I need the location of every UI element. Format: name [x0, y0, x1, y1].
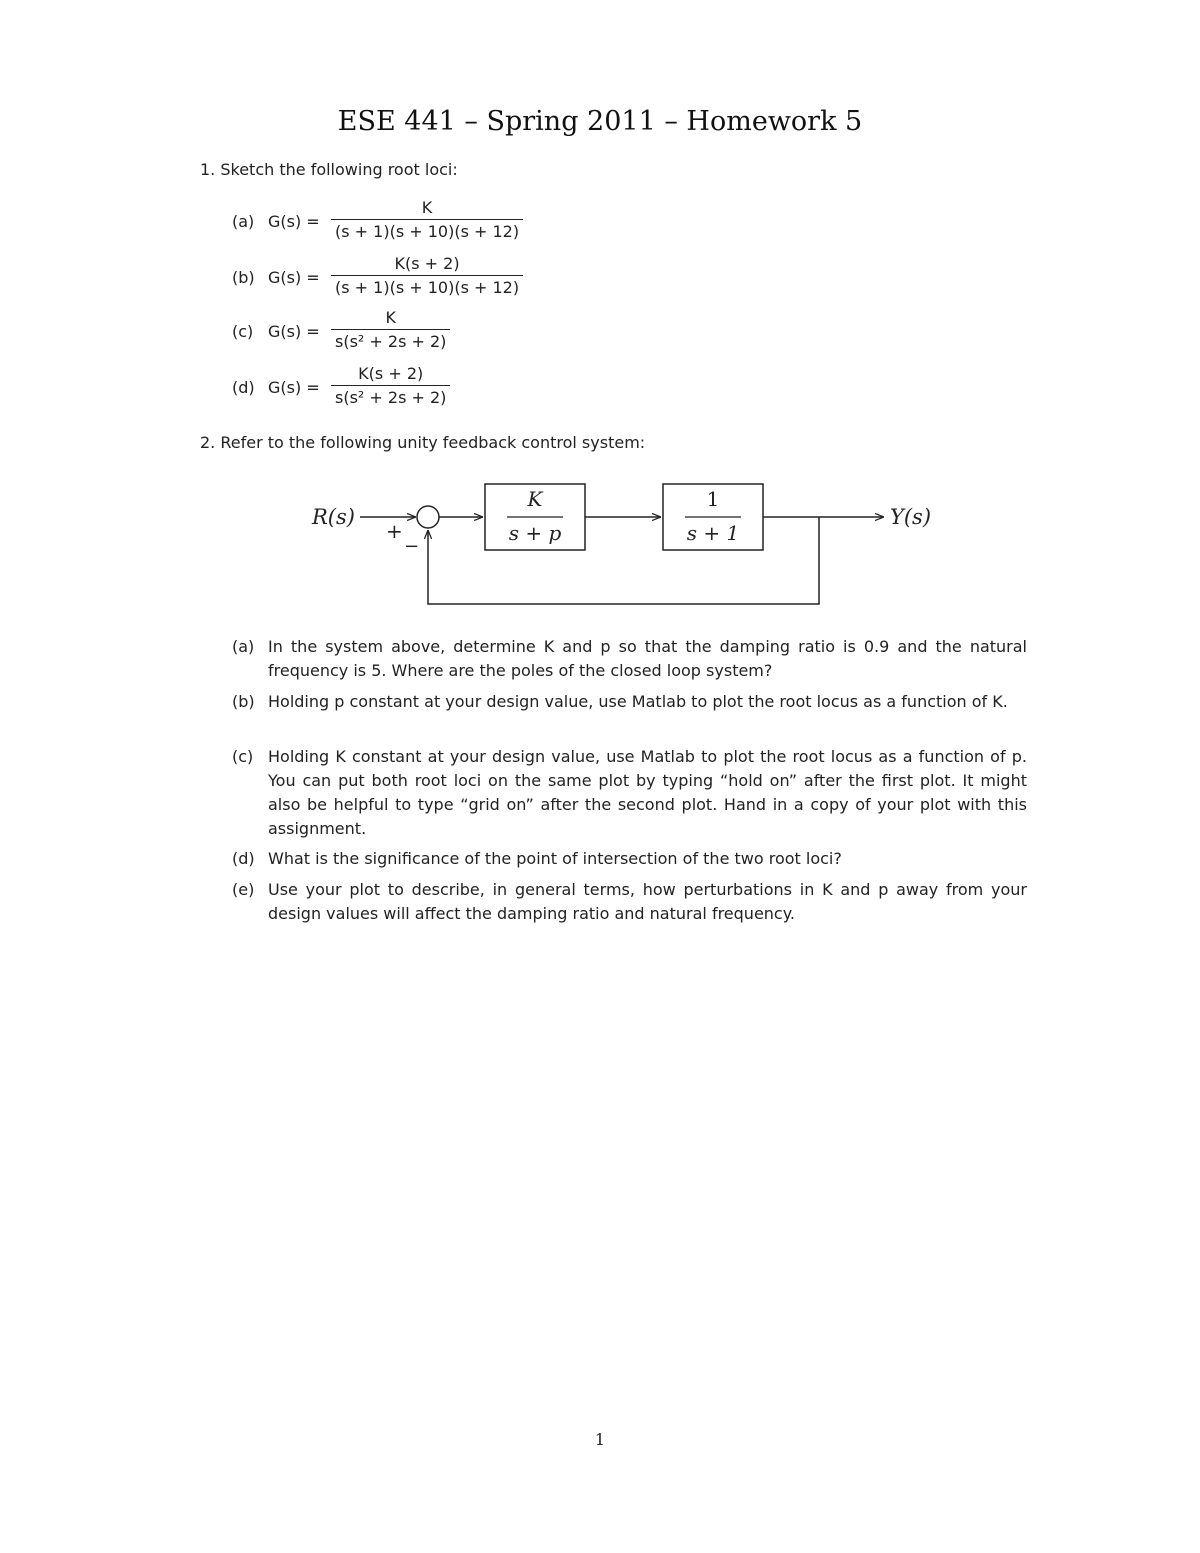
q2-part-d	[232, 847, 1027, 871]
q1-part-c-numerator: K	[385, 308, 396, 327]
block-1-numerator: K	[527, 487, 543, 511]
q2-part-a-text: In the system above, determine K and p so that the damping ratio is 0.9 and the natural frequency is 5. Where are the poles of the closed loop system?	[268, 637, 1027, 680]
q2-part-e	[232, 878, 1027, 926]
document-title: ESE 441 – Spring 2011 – Homework 5	[337, 106, 863, 137]
summing-junction	[417, 506, 439, 528]
q1-part-c-denominator: s(s² + 2s + 2)	[331, 329, 450, 351]
q1-part-b-tag: (b)	[232, 268, 255, 287]
q2-part-b-tag: (b)	[232, 692, 255, 711]
block-1-denominator: s + p	[508, 521, 562, 545]
minus-sign: −	[404, 536, 420, 557]
q1-part-c-tag: (c)	[232, 322, 254, 341]
q1-part-d-numerator: K(s + 2)	[358, 364, 424, 383]
q1-part-a-lhs: G(s) =	[268, 212, 320, 231]
question-2-label: 2. Refer to the following unity feedback control system:	[200, 433, 646, 452]
q1-part-d-lhs: G(s) =	[268, 378, 320, 397]
q2-part-d-text: What is the significance of the point of intersection of the two root loci?	[268, 849, 842, 868]
q1-part-c-lhs: G(s) =	[268, 322, 320, 341]
q2-part-c	[232, 745, 1027, 841]
plus-sign: +	[386, 519, 403, 543]
q2-part-b	[232, 690, 1027, 714]
q2-part-a-tag: (a)	[232, 637, 255, 656]
q2-part-c-tag: (c)	[232, 747, 254, 766]
feedback-path-arrow	[428, 517, 819, 604]
q1-part-b-lhs: G(s) =	[268, 268, 320, 287]
q1-part-b-numerator: K(s + 2)	[394, 254, 460, 273]
q2-part-c-text: Holding K constant at your design value, use Matlab to plot the root locus as a function of p. You can put both root loci on the same plot by typing “hold on” after the first plot. It might also be helpful to type “grid on” after the second plot. Hand in a copy of your plot with this assignment.	[268, 747, 1027, 838]
feedback-block-diagram	[0, 0, 1200, 620]
q2-part-b-text: Holding p constant at your design value, use Matlab to plot the root locus as a function of K.	[268, 692, 1008, 711]
q2-part-d-tag: (d)	[232, 849, 255, 868]
diagram-output-label: Y(s)	[890, 505, 932, 529]
q2-part-e-tag: (e)	[232, 880, 255, 899]
q1-part-d-denominator: s(s² + 2s + 2)	[331, 385, 450, 407]
q1-part-b-denominator: (s + 1)(s + 10)(s + 12)	[331, 275, 523, 297]
question-1-label: 1. Sketch the following root loci:	[200, 160, 458, 179]
q1-part-d-tag: (d)	[232, 378, 255, 397]
q2-part-a	[232, 635, 1027, 683]
q1-part-a-tag: (a)	[232, 212, 255, 231]
diagram-input-label: R(s)	[312, 505, 355, 529]
block-2-numerator: 1	[706, 487, 720, 511]
q2-part-e-text: Use your plot to describe, in general terms, how perturbations in K and p away from your design values will affect the damping ratio and natural frequency.	[268, 880, 1027, 923]
q1-part-a-denominator: (s + 1)(s + 10)(s + 12)	[331, 219, 523, 241]
page-number: 1	[594, 1430, 606, 1449]
q1-part-a-numerator: K	[421, 198, 433, 217]
block-2-denominator: s + 1	[686, 521, 740, 545]
